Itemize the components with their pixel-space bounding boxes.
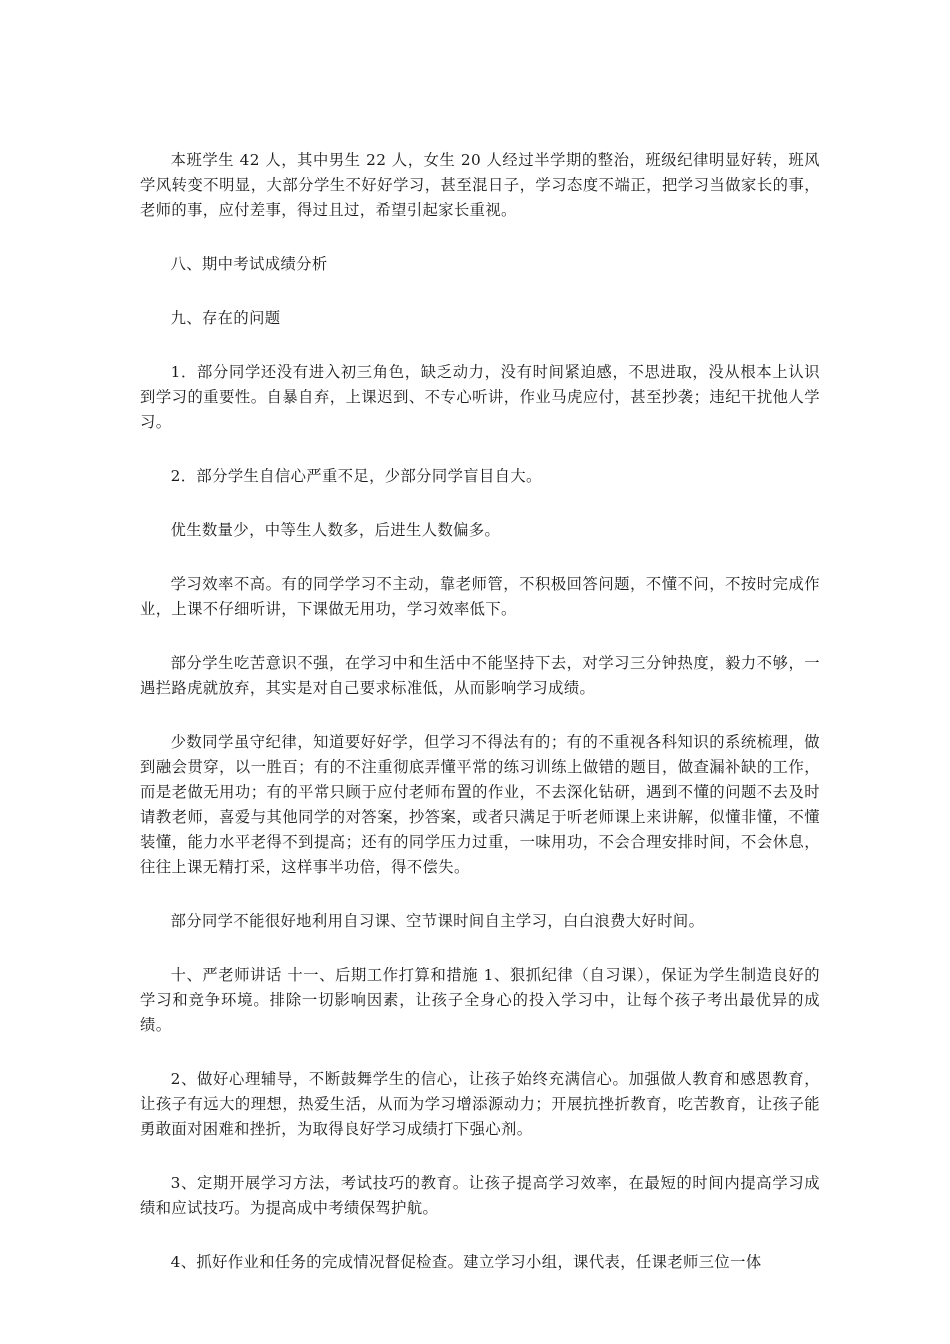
document-body <box>140 148 820 1304</box>
paragraph-learning-efficiency: 学习效率不高。有的同学学习不主动，靠老师管，不积极回答问题，不懂不问，不按时完成作业，上课不仔细听讲，下课做无用功，学习效率低下。 <box>140 575 820 618</box>
paragraph-problem-1: 1．部分同学还没有进入初三角色，缺乏动力，没有时间紧迫感，不思进取，没从根本上认识到学习的重要性。自暴自弃，上课迟到、不专心听讲，作业马虎应付，甚至抄袭；违纪干扰他人学习。 <box>140 363 820 431</box>
paragraph-problem-2: 2．部分学生自信心严重不足，少部分同学盲目自大。 <box>170 467 542 485</box>
paragraph-study-methods: 少数同学虽守纪律，知道要好好学，但学习不得法有的；有的不重视各科知识的系统梳理，做到融会贯穿，以一胜百；有的不注重彻底弄懂平常的练习训练上做错的题目，做查漏补缺的工作，而是老做无用功；有的平常只顾于应付老师布置的作业，不去深化钻研，遇到不懂的问题不去及时请教老师，喜爱与其他同学的对答案，抄答案，或者只满足于听老师课上来讲解，似懂非懂，不懂装懂，能力水平老得不到提高；还有的同学压力过重，一味用功，不会合理安排时间，不会休息，往往上课无精打采，这样事半功倍，得不偿失。 <box>140 733 820 876</box>
paragraph-student-distribution: 优生数量少，中等生人数多，后进生人数偏多。 <box>170 521 501 539</box>
heading-midterm-analysis: 八、期中考试成绩分析 <box>170 255 328 273</box>
paragraph-class-overview: 本班学生 42 人，其中男生 22 人，女生 20 人经过半学期的整治，班级纪律明显好转，班风学风转变不明显，大部分学生不好好学习，甚至混日子，学习态度不端正，把学习当做家长的事，老师的事，应付差事，得过且过，希望引起家长重视。 <box>140 151 820 219</box>
paragraph-self-study-time: 部分同学不能很好地利用自习课、空节课时间自主学习，白白浪费大好时间。 <box>170 912 705 930</box>
paragraph-plan-homework: 4、抓好作业和任务的完成情况督促检查。建立学习小组，课代表，任课老师三位一体 <box>170 1253 762 1271</box>
paragraph-perseverance: 部分学生吃苦意识不强，在学习中和生活中不能坚持下去，对学习三分钟热度，毅力不够，一遇拦路虎就放弃，其实是对自己要求标准低，从而影响学习成绩。 <box>140 654 820 697</box>
paragraph-plan-methods: 3、定期开展学习方法，考试技巧的教育。让孩子提高学习效率，在最短的时间内提高学习成绩和应试技巧。为提高成中考绩保驾护航。 <box>140 1174 820 1217</box>
heading-existing-problems: 九、存在的问题 <box>170 309 281 327</box>
paragraph-plan-discipline: 十、严老师讲话 十一、后期工作打算和措施 1、狠抓纪律（自习课），保证为学生制造良好的学习和竞争环境。排除一切影响因素，让孩子全身心的投入学习中，让每个孩子考出最优异的成绩。 <box>140 966 820 1034</box>
paragraph-plan-counseling: 2、做好心理辅导，不断鼓舞学生的信心，让孩子始终充满信心。加强做人教育和感恩教育，让孩子有远大的理想，热爱生活，从而为学习增添源动力；开展抗挫折教育，吃苦教育，让孩子能勇敢面对困难和挫折，为取得良好学习成绩打下强心剂。 <box>140 1070 820 1138</box>
